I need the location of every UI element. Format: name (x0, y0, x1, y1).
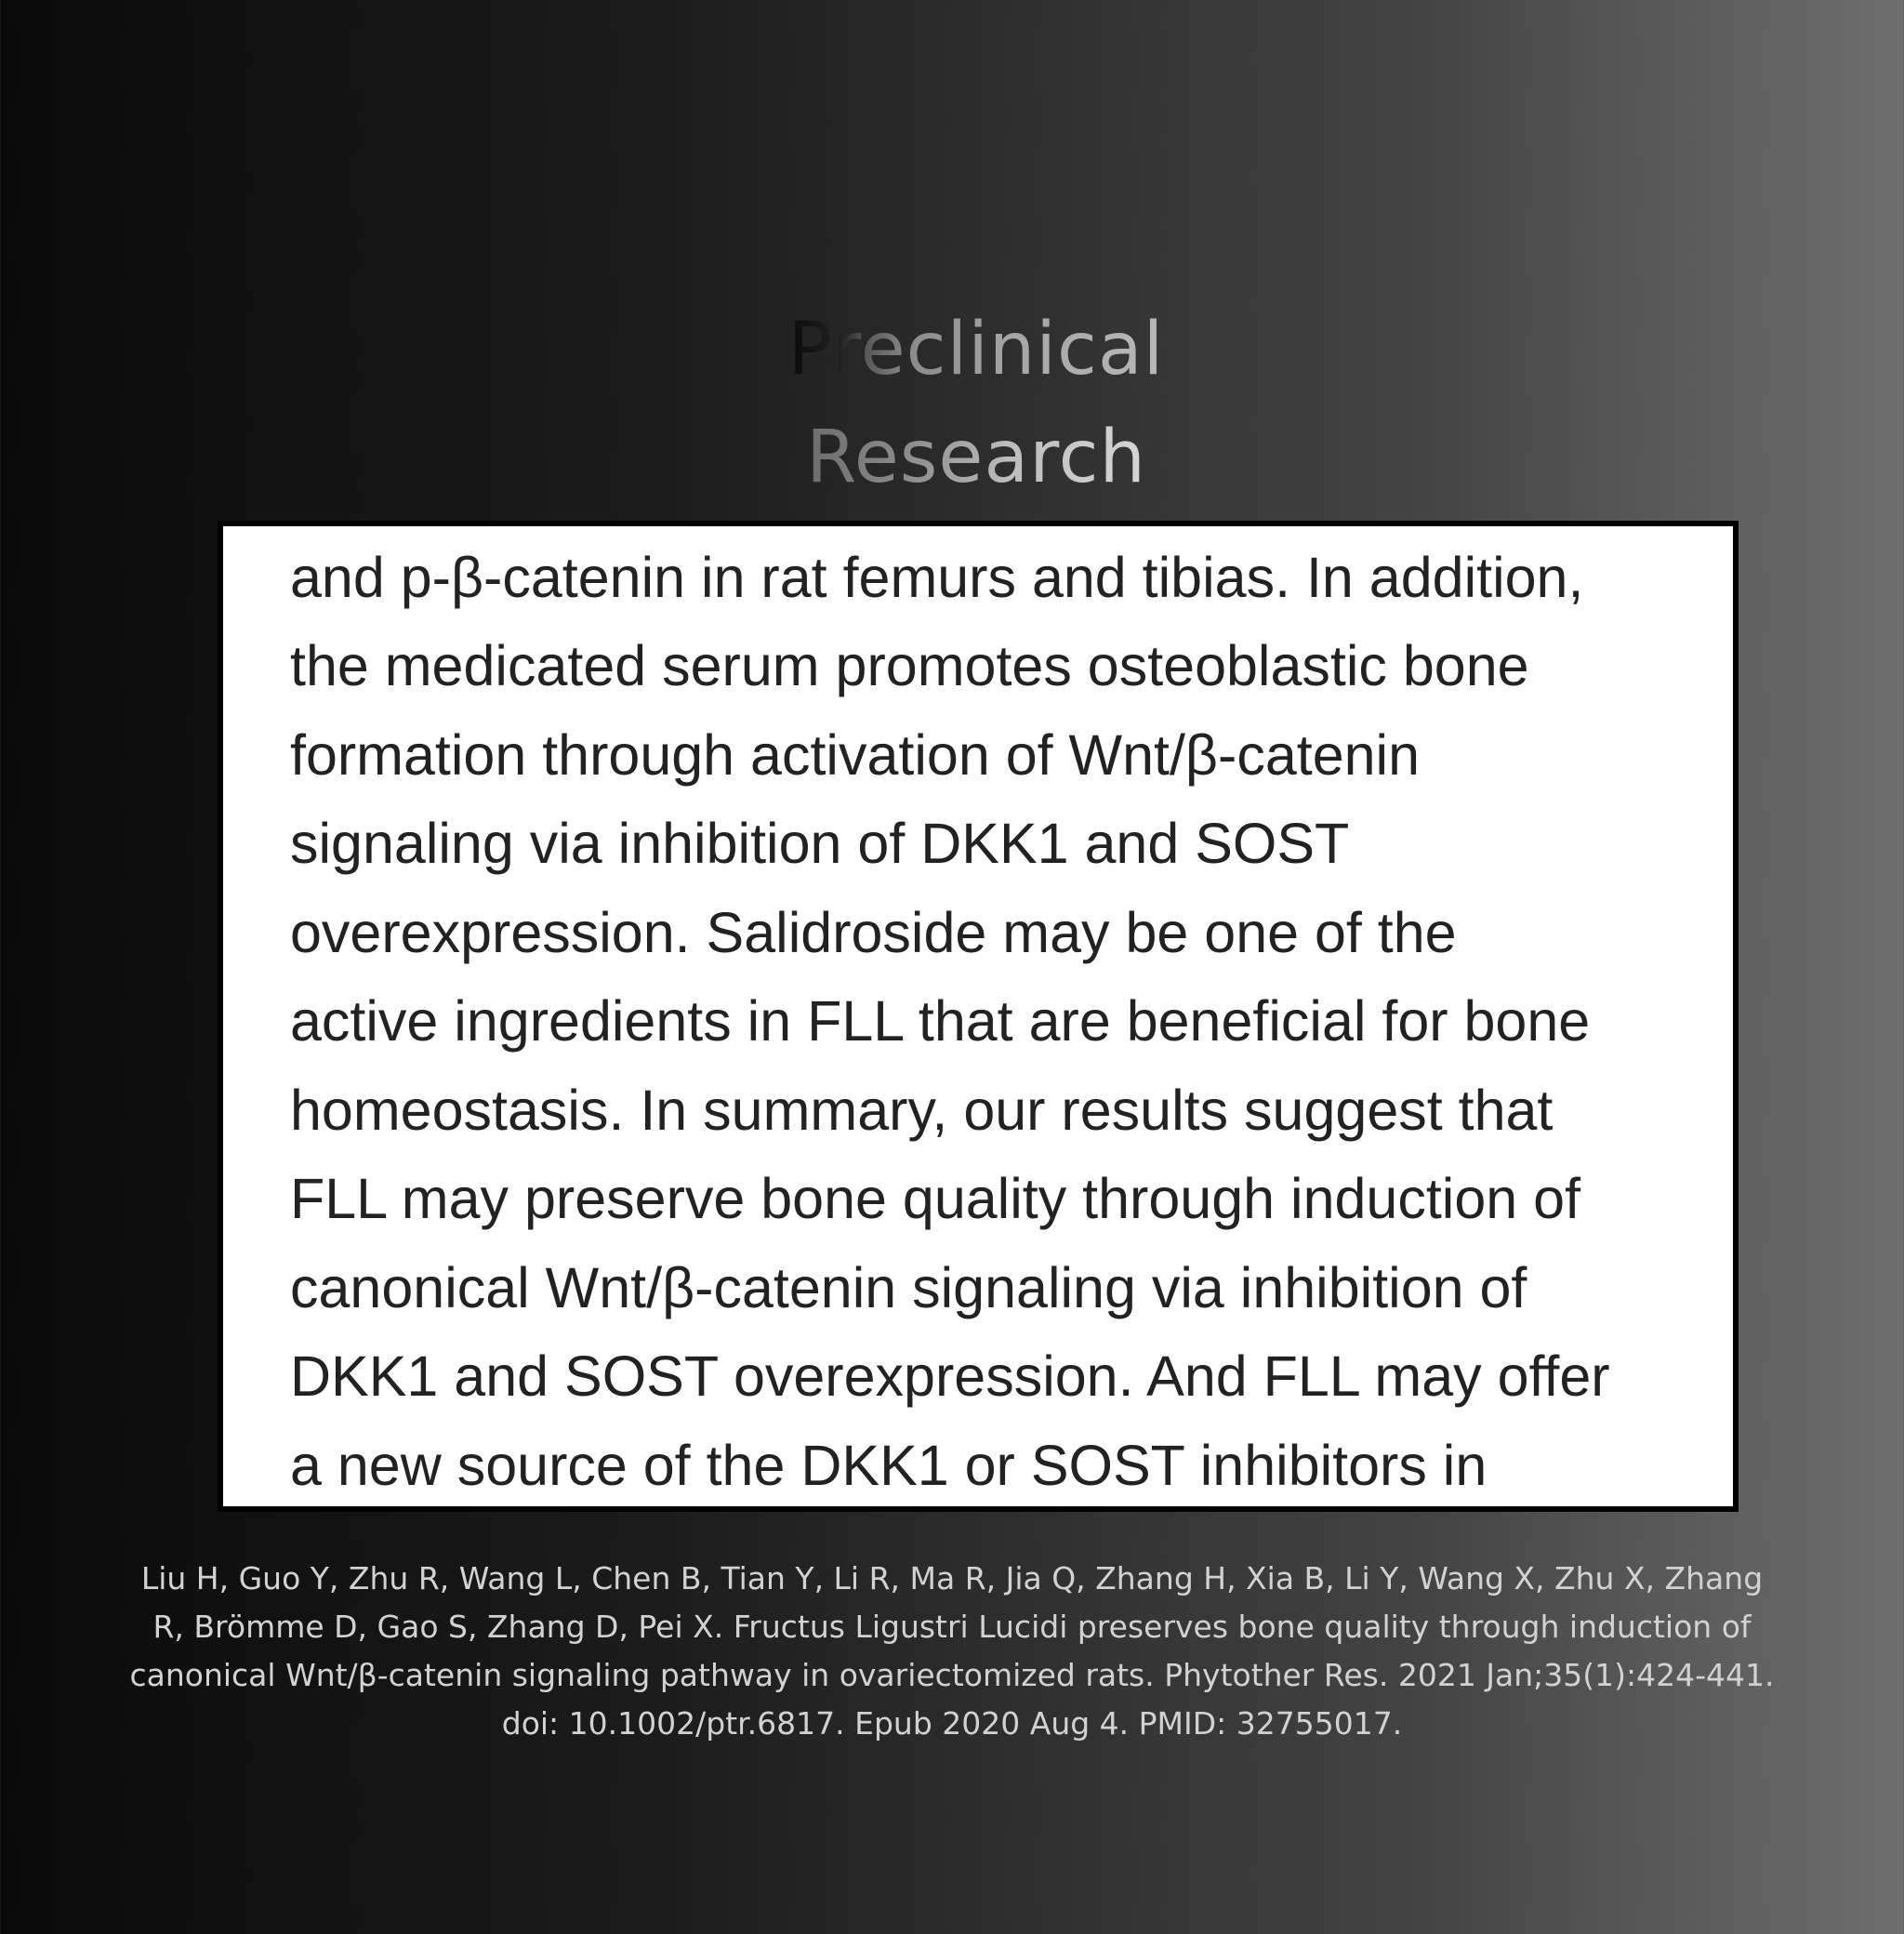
excerpt-line: and p-β-catenin in rat femurs and tibias. In addition, (290, 545, 1584, 609)
excerpt-line: DKK1 and SOST overexpression. And FLL may offer (290, 1345, 1610, 1408)
excerpt-line: overexpression. Salidroside may be one of the (290, 900, 1457, 964)
reference-citation: Liu H, Guo Y, Zhu R, Wang L, Chen B, Tian Y, Li R, Ma R, Jia Q, Zhang H, Xia B, Li Y, Wang X, Zhu X, Zhang R, Brömme D, Gao S, Zhang D, Pei X. Fructus Ligustri Lucidi preserves bone quality through induction of canonical Wnt/β-catenin signaling pathway in ovariectomized rats. Phytother Res. 2021 Jan;35(1):424-441. doi: 10.1002/ptr.6817. Epub 2020 Aug 4. PMID: 32755017. (129, 1560, 1775, 1742)
heading-line-2: Research (806, 404, 1146, 511)
excerpt-line: FLL may preserve bone quality through induction of (290, 1167, 1581, 1230)
excerpt-line: formation through activation of Wnt/β-catenin (290, 722, 1421, 787)
excerpt-line (290, 521, 1685, 534)
excerpt-line: active ingredients in FLL that are beneficial for bone (290, 989, 1591, 1053)
abstract-excerpt (290, 521, 1685, 1510)
excerpt-line: canonical Wnt/β-catenin signaling via inhibition of (290, 1255, 1527, 1319)
excerpt-line: signaling via inhibition of DKK1 and SOST (290, 812, 1350, 875)
excerpt-line: a new source of the DKK1 or SOST inhibitors in (290, 1433, 1488, 1497)
excerpt-line: homeostasis. In summary, our results suggest that (290, 1078, 1554, 1142)
excerpt-line: the medicated serum promotes osteoblastic bone (290, 634, 1529, 697)
excerpt-screenshot-frame (218, 521, 1739, 1512)
section-heading (0, 296, 1904, 511)
heading-line-1: Preclinical (788, 296, 1165, 404)
